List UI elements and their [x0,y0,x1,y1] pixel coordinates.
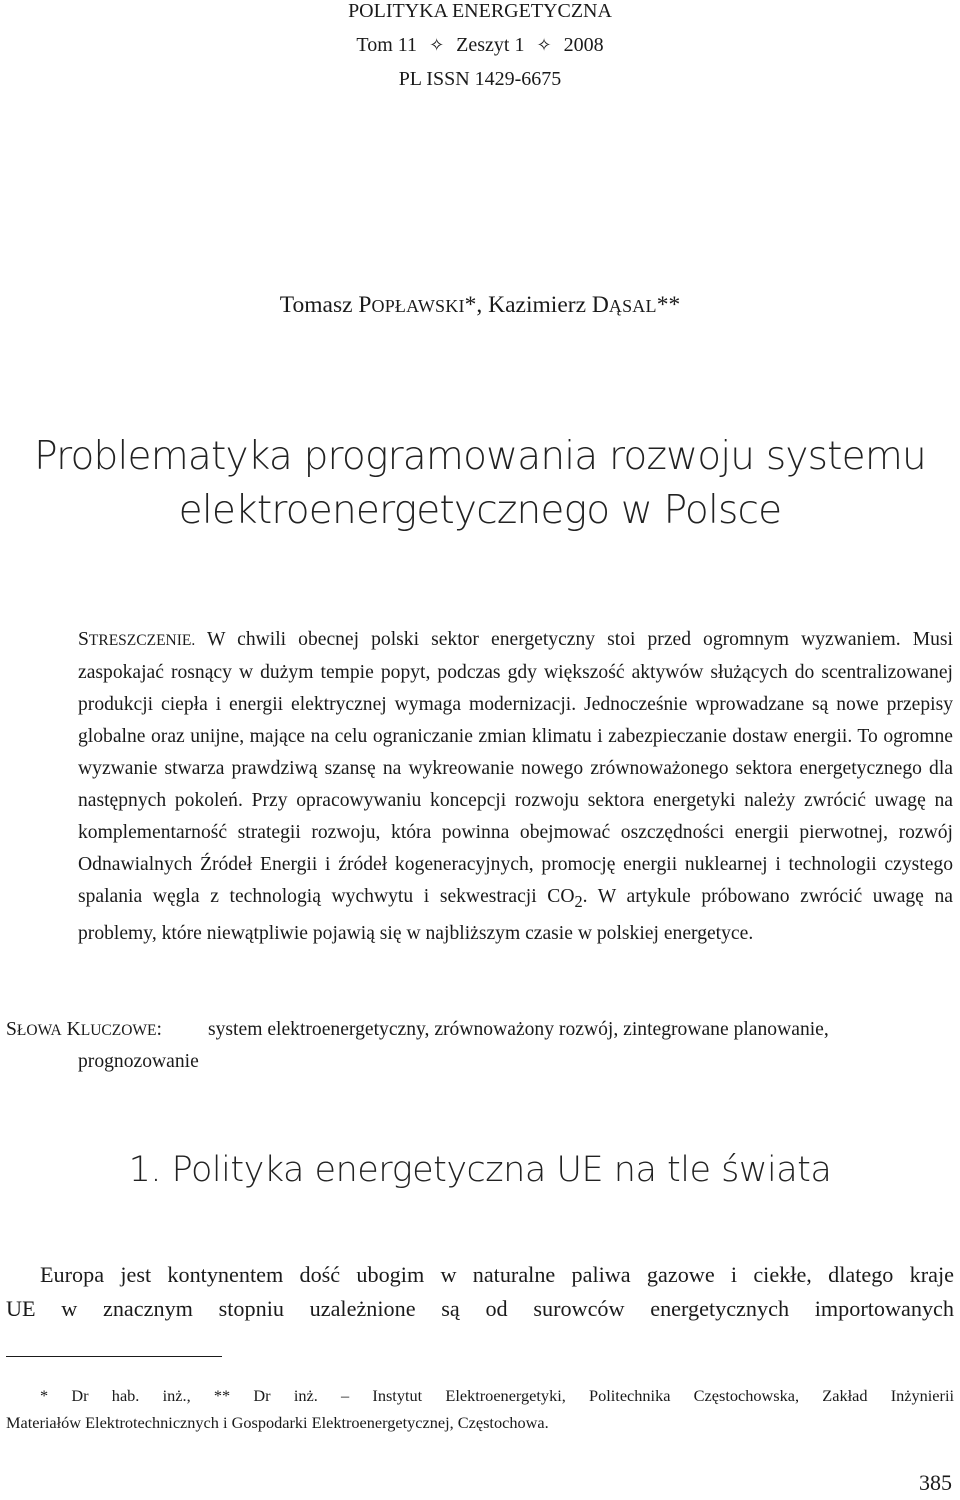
abstract-label-initial: S [78,629,89,650]
journal-name: POLITYKA ENERGETYCZNA [348,0,612,22]
keywords-text: system elektroenergetyczny, zrównoważony rozwój, zintegrowane planowanie, prognozowanie [78,1019,829,1072]
keywords-label-s: S [6,1019,17,1040]
abstract-label [78,629,195,650]
abstract-text-end: . W artykule próbowano zwrócić uwagę na problemy, które niewątpliwie pojawią się w najbliższym czasie w polskiej energetyce. [78,886,953,944]
keywords-label-lowa: ŁOWA [16,1022,62,1039]
keywords-label-colon: : [156,1019,162,1040]
journal-issn: PL ISSN 1429-6675 [398,68,562,90]
journal-year: 2008 [563,34,604,56]
author-1-surname: OPŁAWSKI [371,296,465,316]
author-2-surname: ĄSAL [608,296,657,316]
author-separator: , Kazimierz [476,292,592,318]
keywords [6,1014,954,1072]
journal-volume-line [0,28,960,62]
paper-title-line-1: Problematyka programowania rozwoju systemu [34,434,926,479]
author-2-mark: ** [656,292,681,318]
footnote-line-1: * Dr hab. inż., ** Dr inż. – Instytut Elektroenergetyki, Politechnika Częstochowska, Zakład Inżynierii [40,1386,954,1405]
abstract-text: W chwili obecnej polski sektor energetyczny stoi przed ogromnym wyzwaniem. Musi zaspokajać rosnący w dużym tempie popyt, podczas gdy większość aktywów służących do scentralizowanej produkcji ciepła i energii elektrycznej wymaga modernizacji. Jednocześnie wprowadzane są nowe przepisy globalne oraz unijne, mające na celu ograniczanie zmian klimatu i zabezpieczanie dostaw energii. To ogromne wyzwanie stwarza prawdziwą szansę na wykreowanie nowego zrównoważonego sektora energetycznego dla następnych pokoleń. Przy opracowywaniu koncepcji rozwoju sektora energetyki należy zwrócić uwagę na komplementarność strategii rozwoju, która powinna obejmować oszczędności energii pierwotnej, rozwój Odnawialnych Źródeł Energii i źródeł kogeneracyjnych, promocję energii nuklearnej i technologii czystego spalania węgla z technologią wychwytu i sekwestracji CO [78,629,953,907]
abstract-label-rest: TRESZCZENIE. [88,632,196,649]
body-line-2: UE w znacznym stopniu uzależnione są od surowców energetycznych importowanych [6,1296,954,1321]
journal-volume: Tom 11 [356,34,418,56]
author-1-mark: * [464,292,477,318]
author-1-initial: P [358,292,372,318]
author-2-initial: D [591,292,609,318]
four-point-star-outline-icon: ✧ [536,35,552,55]
footnote-line-2: Materiałów Elektrotechnicznych i Gospodarki Elektroenergetycznej, Częstochowa. [6,1413,549,1432]
abstract [78,624,953,950]
journal-issue: Zeszyt 1 [456,34,525,56]
body-line-1: Europa jest kontynentem dość ubogim w naturalne paliwa gazowe i ciekłe, dlatego kraje [40,1262,954,1287]
abstract-paragraph [78,624,953,950]
four-point-star-outline-icon: ✧ [429,35,445,55]
body-paragraph [6,1258,954,1326]
footnote-divider [6,1356,222,1357]
author-1-first: Tomasz [279,292,359,318]
keywords-label-k: K [66,1019,81,1040]
co2-subscript: 2 [574,891,583,911]
keywords-label-luczowe: LUCZOWE [80,1022,157,1039]
author-list [0,292,960,319]
keywords-list [78,1014,954,1078]
paper-title [0,430,960,538]
journal-header [0,0,960,96]
section-heading: 1. Polityka energetyczna UE na tle świata [128,1150,832,1190]
page-number: 385 [919,1470,952,1495]
paper-title-line-2: elektroenergetycznego w Polsce [178,488,782,533]
footnote [6,1382,954,1436]
